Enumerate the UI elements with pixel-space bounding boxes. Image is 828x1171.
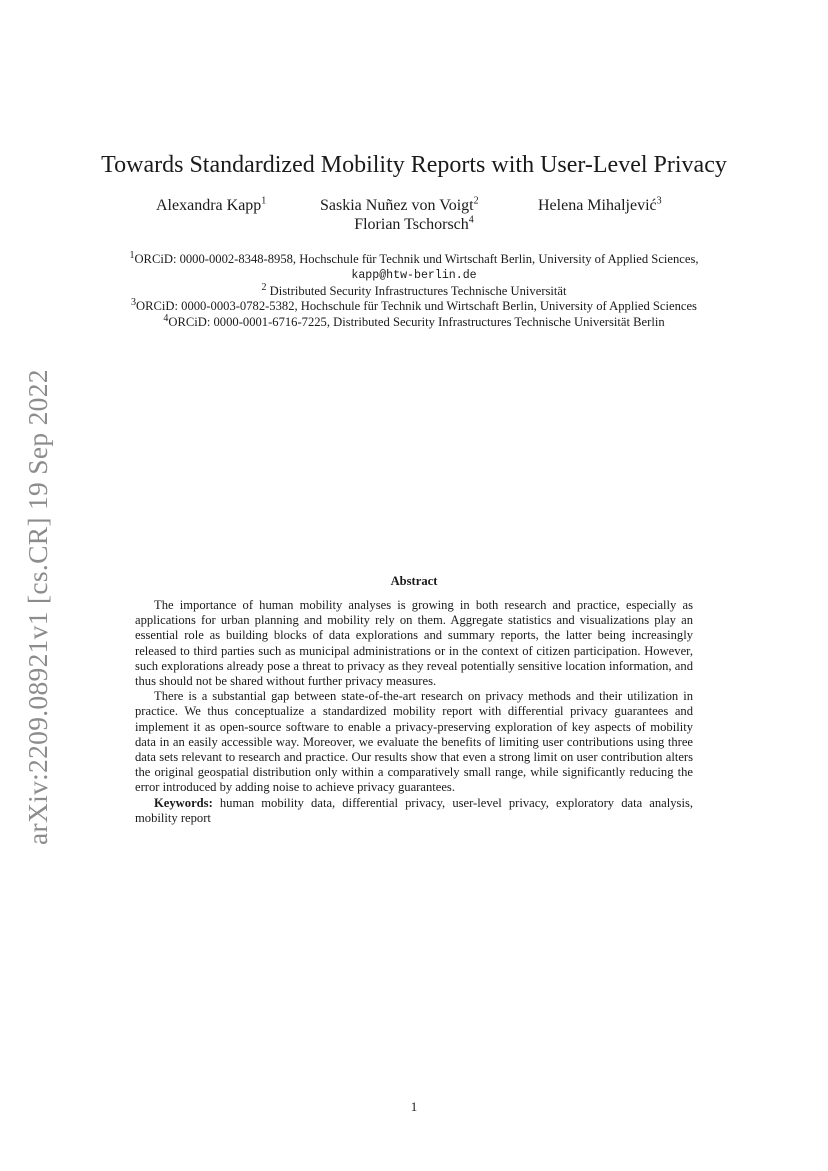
author-name: Helena Mihaljević xyxy=(538,197,657,214)
author-name: Florian Tschorsch xyxy=(354,216,469,233)
keywords-list: human mobility data, differential privacy, user-level privacy, exploratory data analysis, mobility report xyxy=(135,795,693,825)
affiliation-text: ORCiD: 0000-0002-8348-8958, Hochschule für Technik und Wirtschaft Berlin, University of Applied Sciences, xyxy=(134,252,699,266)
affiliation-4 xyxy=(96,312,732,330)
paper-title: Towards Standardized Mobility Reports with User-Level Privacy xyxy=(101,152,727,178)
keywords xyxy=(135,796,693,826)
affiliation-mark: 4 xyxy=(163,312,169,324)
author-email-link[interactable]: kapp@htw-berlin.de xyxy=(351,269,477,283)
abstract-paragraph-1: The importance of human mobility analyses is growing in both research and practice, especially as applications for urban planning and mobility rely on them. Aggregate statistics and visualizations play an essential role as building blocks of data explorations and summary reports, the latter being increasingly released to third parties such as municipal administrations or in the context of citizen participation. However, such explorations already pose a threat to privacy as they reveal potentially sensitive location information, and thus should not be shared without further privacy measures. xyxy=(135,598,693,689)
affiliation-mark: 1 xyxy=(129,249,135,261)
affiliation-email-line xyxy=(96,267,732,283)
affiliation-3 xyxy=(96,299,732,314)
affiliation-text: Distributed Security Infrastructures Technische Universität xyxy=(266,283,567,298)
affiliations xyxy=(96,249,732,330)
affiliation-2 xyxy=(96,281,732,299)
page-number: 1 xyxy=(410,1099,418,1114)
affiliation-1 xyxy=(96,249,732,267)
author-mihaljevic xyxy=(538,197,662,215)
author-affiliation-mark: 3 xyxy=(656,195,662,207)
keywords-label: Keywords: xyxy=(154,795,213,810)
author-affiliation-mark: 4 xyxy=(468,214,474,226)
author-tschorsch xyxy=(354,216,474,233)
affiliation-text: ORCiD: 0000-0001-6716-7225, Distributed Security Infrastructures Technische Universität Berlin xyxy=(168,314,665,329)
abstract-heading: Abstract xyxy=(390,574,438,588)
author-name: Saskia Nuñez von Voigt xyxy=(320,197,474,214)
author-name: Alexandra Kapp xyxy=(156,197,262,214)
abstract-body xyxy=(135,598,693,826)
affiliation-mark: 3 xyxy=(131,297,137,309)
author-nunez-von-voigt xyxy=(320,197,479,215)
author-affiliation-mark: 2 xyxy=(473,195,479,207)
author-list-row-2 xyxy=(0,216,828,234)
abstract-paragraph-2: There is a substantial gap between state-of-the-art research on privacy methods and their utilization in practice. We thus conceptualize a standardized mobility report with differential privacy guarantees and implement it as open-source software to enable a privacy-preserving exploration of key aspects of mobility data in an easily accessible way. Moreover, we evaluate the benefits of limiting user contributions using three data sets relevant to research and practice. Our results show that even a strong limit on user contribution alters the original geospatial distribution only within a comparatively small range, while significantly reducing the error introduced by adding noise to achieve privacy guarantees. xyxy=(135,689,693,795)
arxiv-identifier-stamp: arXiv:2209.08921v1 [cs.CR] 19 Sep 2022 xyxy=(22,369,53,845)
affiliation-text: ORCiD: 0000-0003-0782-5382, Hochschule für Technik und Wirtschaft Berlin, University of Applied Sciences xyxy=(136,299,697,314)
author-kapp xyxy=(156,197,266,215)
author-affiliation-mark: 1 xyxy=(261,195,267,207)
affiliation-mark: 2 xyxy=(261,281,267,293)
